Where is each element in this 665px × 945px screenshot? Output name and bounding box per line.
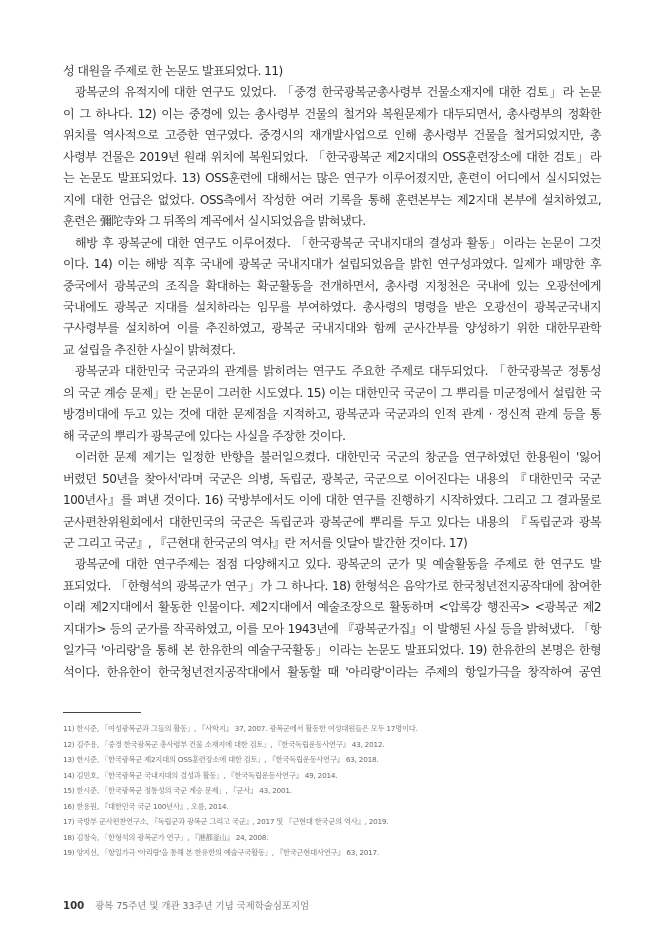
footnote: 16) 한용원, 『대한민국 국군 100년사』, 오름, 2014. [63, 801, 229, 811]
text-line: 광복군의 유적지에 대한 연구도 있었다. 「중경 한국광복군총사령부 건물소재지에 대한 검토」라 논문 [75, 85, 601, 100]
text-line: 사령부 건물은 2019년 원래 위치에 복원되었다. 「한국광복군 제2지대의 OSS훈련장소에 대한 검토」라 [63, 149, 601, 164]
text-line: 군사편찬위원회에서 대한민국의 국군은 독립군과 광복군에 뿌리를 두고 있다는 내용의 『독립군과 광복 [63, 514, 601, 529]
body-text [63, 61, 601, 683]
text-line: 군 그리고 국군』, 『근현대 한국군의 역사』란 저서를 잇달아 발간한 것이다. 17) [63, 535, 468, 550]
text-line: 국내에도 광복군 지대를 설치하라는 임무를 부여하였다. 총사령의 명령을 받은 오광선이 광복군국내지 [63, 299, 601, 314]
text-line: 중국에서 광복군의 조직을 확대하는 확군활동을 전개하면서, 총사령 지청천은 국내에 있는 오광선에게 [63, 278, 601, 293]
text-line: 일가극 '아리랑'을 통해 본 한유한의 예술구국활동」이라는 논문도 발표되었다. 19) 한유한의 본명은 한형 [63, 643, 601, 658]
text-line: 광복군에 대한 연구주제는 점점 다양해지고 있다. 광복군의 군가 및 예술활동을 주제로 한 연구도 발 [75, 557, 601, 572]
text-line: 훈련은 彌陀寺와 그 뒤쪽의 계곡에서 실시되었음을 밝혀냈다. [63, 214, 366, 229]
text-line: 지에 대한 언급은 없었다. OSS측에서 작성한 여러 기록을 통해 훈련본부는 제2지대 본부에 설치하였고, [63, 192, 601, 207]
text-line: 위치를 역사적으로 고증한 연구였다. 중경시의 재개발사업으로 인해 총사령부 건물을 철거되었지만, 총 [63, 128, 601, 143]
text-line: 는 논문도 발표되었다. 13) OSS훈련에 대해서는 많은 연구가 이루어졌지만, 훈련이 어디에서 실시되었는 [63, 171, 601, 186]
footer-title: 광복 75주년 및 개관 33주년 기념 국제학술심포지엄 [95, 901, 310, 912]
text-line: 이러한 문제 제기는 일정한 반향을 불러일으켰다. 대한민국 국군의 창군을 연구하였던 한용원이 '잃어 [75, 450, 601, 465]
paragraph-songs [63, 554, 601, 683]
text-line: 이래 제2지대에서 활동한 인물이다. 제2지대에서 예술조장으로 활동하며 <압록강 행진곡> <광복군 제2 [63, 600, 601, 615]
text-line: 방경비대에 두고 있는 것에 대한 문제점을 지적하고, 광복군과 국군과의 인적 관계 · 정신적 관계 등을 통 [63, 407, 601, 422]
text-line: 해 국군의 뿌리가 광복군에 있다는 사실을 주장한 것이다. [63, 428, 346, 443]
text-line: 표되었다. 「한형석의 광복군가 연구」가 그 하나다. 18) 한형석은 음악가로 한국청년전지공작대에 참여한 [63, 578, 601, 593]
footnote: 17) 국방부 군사편찬연구소, 『독립군과 광복군 그리고 국군』, 2017 및 『근현대 한국군의 역사』, 2019. [63, 817, 389, 827]
text-line: 이 그 하나다. 12) 이는 중경에 있는 총사령부 건물의 철거와 복원문제가 대두되면서, 총사령부의 정확한 [63, 106, 601, 121]
text-line: 석이다. 한유한이 한국청년전지공작대에서 활동할 때 '아리랑'이라는 주제의 항일가극을 창작하여 공연 [63, 664, 601, 679]
text-line: 성 대원을 주제로 한 논문도 발표되었다. 11) [63, 64, 283, 78]
paragraph-response [63, 447, 601, 554]
paragraph-national-army [63, 361, 601, 447]
text-line: 100년사』를 펴낸 것이다. 16) 국방부에서도 이에 대한 연구를 진행하기 시작하였다. 그리고 그 결과물로 [63, 493, 601, 508]
text-line: 지대가> 등의 군가를 작곡하였고, 이를 모아 1943년에 『광복군가집』이 발행된 사실 등을 밝혀냈다. 「항 [63, 621, 601, 636]
footnote: 19) 양지선, 「항일가극 '아리랑'을 통해 본 한유한의 예술구국활동」, 『한국근현대사연구』 63, 2017. [63, 848, 379, 858]
text-line: 광복군과 대한민국 국군과의 관계를 밝히려는 연구도 주요한 주제로 대두되었다. 「한국광복군 정통성 [75, 364, 601, 379]
footnote: 12) 김주용, 「중경 한국광복군 총사령부 건물 소재지에 대한 검토」, 『한국독립운동사연구』 43, 2012. [63, 739, 385, 749]
paragraph-continuation [63, 61, 601, 82]
footnote: 11) 한시준, 「여성광복군과 그들의 활동」, 『사학지』 37, 2007. 광복군에서 활동한 여성대원들은 모두 17명이다. [63, 724, 418, 733]
text-line: 교 설립을 추진한 사실이 밝혀졌다. [63, 342, 236, 357]
text-line: 해방 후 광복군에 대한 연구도 이루어졌다. 「한국광복군 국내지대의 결성과 활동」이라는 논문이 그것 [75, 235, 601, 250]
footnote: 15) 한시준, 「한국광복군 정통성의 국군 계승 문제」, 『군사』 43, 2001. [63, 786, 292, 796]
footnotes [63, 721, 603, 861]
text-line: 의 국군 계승 문제」란 논문이 그러한 시도였다. 15) 이는 대한민국 국군이 그 뿌리를 미군정에서 설립한 국 [63, 385, 601, 400]
text-line: 구사령부를 설치하여 이를 추진하였고, 광복군 국내지대와 함께 군사간부를 양성하기 위한 대한무관학 [63, 321, 601, 336]
footnote: 13) 한시준, 「한국광복군 제2지대의 OSS훈련장소에 대한 검토」, 『한국독립운동사연구』 63, 2018. [63, 755, 379, 765]
paragraph-domestic-unit [63, 233, 601, 362]
footnote-divider [63, 712, 141, 713]
text-line: 이다. 14) 이는 해방 직후 국내에 광복군 국내지대가 설립되었음을 밝힌 연구성과였다. 일제가 패망한 후 [63, 257, 601, 272]
footnote: 18) 김창숙, 「한형석의 광복군가 연구」, 『港都釜山』 24, 2008. [63, 832, 269, 842]
paragraph-relic-sites [63, 82, 601, 232]
page-number: 100 [63, 901, 85, 912]
footnote: 14) 김민호, 「한국광복군 국내지대의 결성과 활동」, 『한국독립운동사연구』 49, 2014. [63, 770, 338, 780]
text-line: 버렸던 50년을 찾아서'라며 국군은 의병, 독립군, 광복군, 국군으로 이어진다는 내용의 『대한민국 국군 [63, 471, 601, 486]
page-footer [63, 898, 309, 912]
